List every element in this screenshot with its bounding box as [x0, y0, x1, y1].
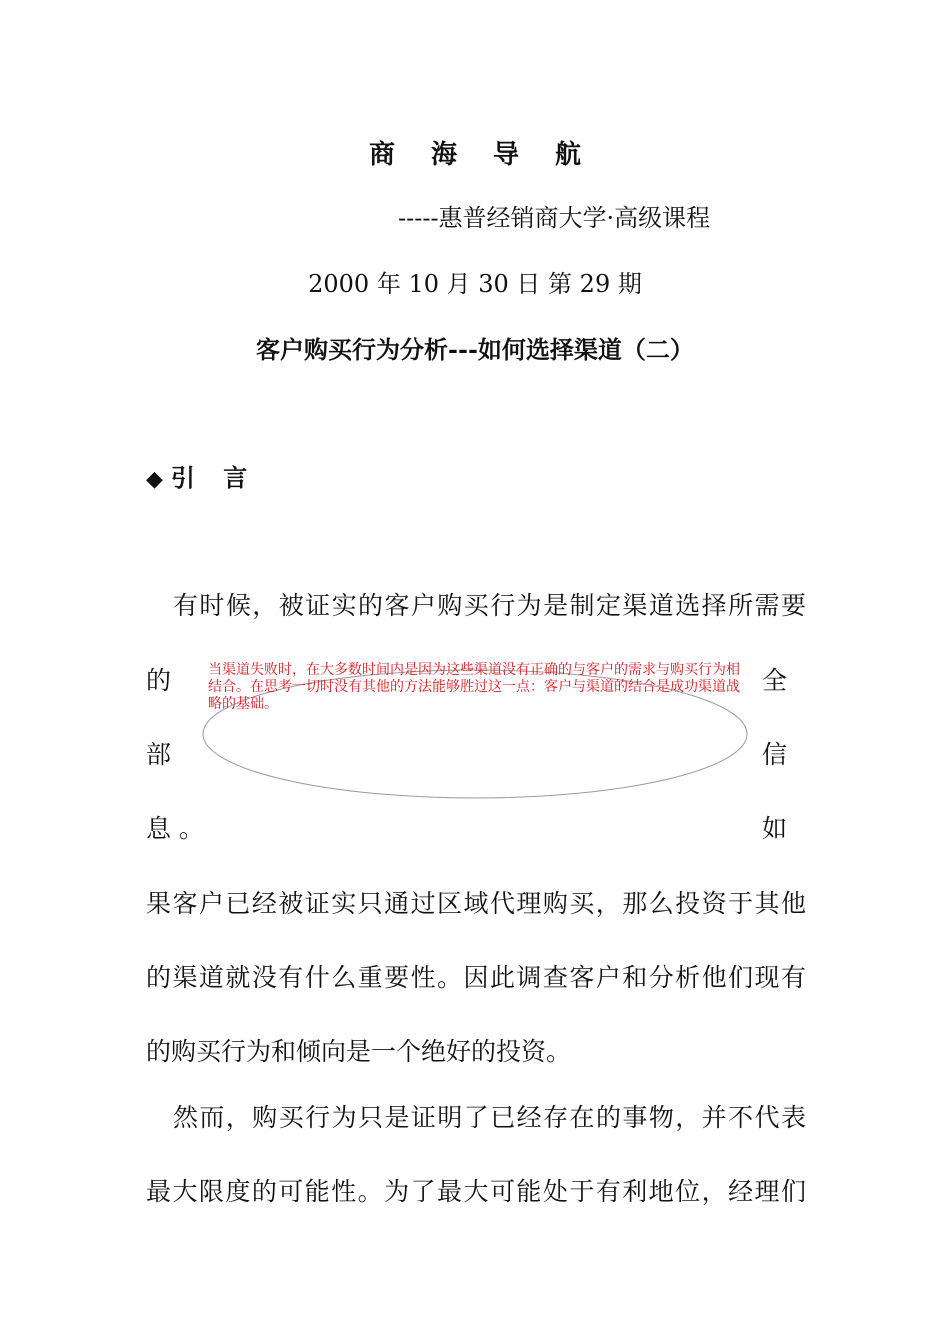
paragraph-1-line-7: 的购买行为和倾向是一个绝好的投资。 [146, 1037, 572, 1066]
paragraph-1-fragment-right-3: 如 [762, 814, 788, 843]
paragraph-1-line-1: 有时候，被证实的客户购买行为是制定渠道选择所需要 [173, 591, 806, 620]
paragraph-1-line-5: 果客户已经被证实只通过区域代理购买，那么投资于其他 [146, 889, 806, 918]
annotation-callout: 当渠道失败时，在大多数时间内是因为这些渠道没有正确的与客户的需求与购买行为相结合。在思考一切时没有其他的方法能够胜过这一点：客户与渠道的结合是成功渠道战略的基础。 [208, 662, 740, 712]
article-title: 客户购买行为分析---如何选择渠道（二） [256, 335, 694, 364]
paragraph-1-fragment-right-2: 信 [762, 740, 788, 769]
issue-date: 2000 年 10 月 30 日 第 29 期 [308, 270, 642, 298]
paragraph-1-fragment-left-2: 部 [146, 740, 172, 769]
paragraph-1-fragment-left-1: 的 [146, 666, 172, 695]
page-title: 商海导航 [368, 140, 617, 170]
paragraph-1-fragment-left-3: 息 。 [146, 814, 204, 843]
section-heading [146, 458, 257, 493]
section-label: 引 言 [170, 463, 258, 492]
paragraph-1-line-6: 的渠道就没有什么重要性。因此调查客户和分析他们现有 [146, 963, 806, 992]
paragraph-1-fragment-right-1: 全 [762, 666, 788, 695]
diamond-bullet-icon: ◆ [146, 466, 171, 492]
paragraph-2-line-2: 最大限度的可能性。为了最大可能处于有利地位，经理们 [146, 1177, 806, 1206]
course-subtitle: -----惠普经销商大学·高级课程 [398, 204, 711, 232]
paragraph-2-line-1: 然而，购买行为只是证明了已经存在的事物，并不代表 [173, 1103, 806, 1132]
